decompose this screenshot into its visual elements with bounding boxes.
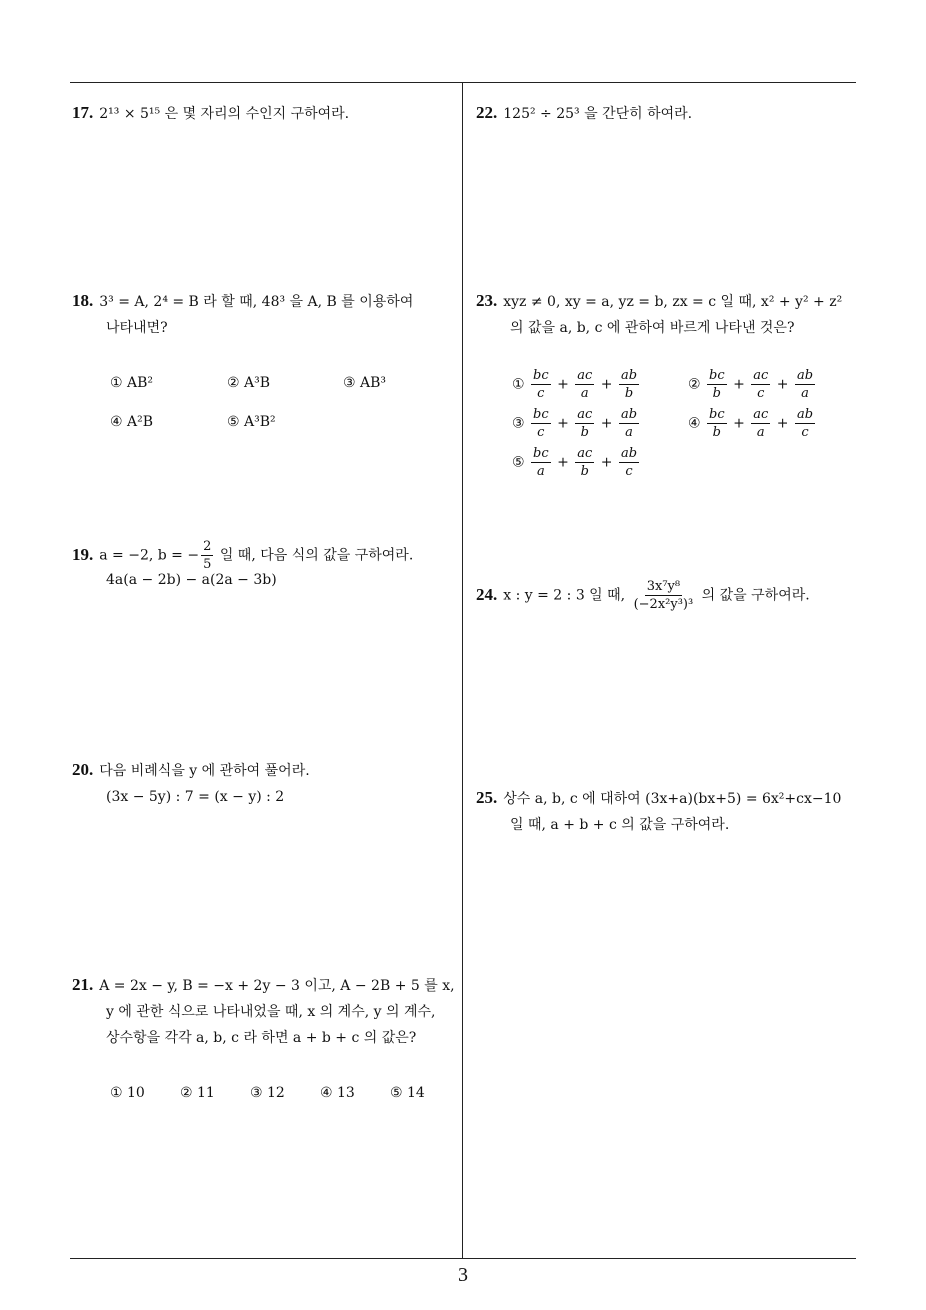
question-number: 21. xyxy=(72,975,94,994)
fraction: $\frac{bc}{a}$ xyxy=(533,446,549,479)
question-21 xyxy=(72,972,455,1051)
choice-2[interactable]: ② A³B xyxy=(227,375,271,391)
question-text-line1: xyz ≠ 0, xy = a, yz = b, zx = c 일 때, x² + y² + z² xyxy=(503,294,843,310)
choice-mark: ⑤ xyxy=(512,454,530,471)
fraction: $\frac{ab}{b}$ xyxy=(620,368,638,401)
column-divider xyxy=(462,82,463,1259)
fraction: $\frac{ac}{a}$ xyxy=(753,407,769,440)
choice-5[interactable]: ⑤ A³B² xyxy=(227,414,276,430)
top-rule xyxy=(70,82,856,83)
question-text-pre: x : y = 2 : 3 일 때, xyxy=(503,587,630,604)
fraction: $\frac{bc}{c}$ xyxy=(533,368,549,401)
choice-mark: ② xyxy=(688,376,706,393)
question-text-line2: 일 때, a + b + c 의 값을 구하여라. xyxy=(510,817,730,833)
choice-mark: ① xyxy=(512,376,530,393)
plus-sign: + xyxy=(596,454,617,471)
expression: 4a(a − 2b) − a(2a − 3b) xyxy=(106,572,277,588)
choice-4[interactable] xyxy=(688,406,817,441)
plus-sign: + xyxy=(596,376,617,393)
choice-2[interactable] xyxy=(688,367,817,402)
question-text-line1: A = 2x − y, B = −x + 2y − 3 이고, A − 2B + 5 를 x, xyxy=(99,978,455,994)
choice-2[interactable]: ② 11 xyxy=(180,1085,215,1101)
question-number: 18. xyxy=(72,291,94,310)
plus-sign: + xyxy=(552,454,574,471)
fraction: $\frac{\text{3x⁷y⁸}}{\text{(−2x²y³)³}}$ xyxy=(633,579,694,612)
plus-sign: + xyxy=(596,415,617,432)
question-text-line2: 나타내면? xyxy=(106,320,168,336)
question-text: 125² ÷ 25³ 을 간단히 하여라. xyxy=(503,106,693,122)
fraction: $\frac{ab}{a}$ xyxy=(796,368,814,401)
choice-mark: ④ xyxy=(688,415,706,432)
question-number: 23. xyxy=(476,291,498,310)
question-number: 25. xyxy=(476,788,498,807)
fraction: $\frac{ab}{c}$ xyxy=(620,446,638,479)
choice-4[interactable]: ④ 13 xyxy=(320,1085,355,1101)
plus-sign: + xyxy=(728,415,750,432)
bottom-rule xyxy=(70,1258,856,1259)
fraction: $\frac{ac}{b}$ xyxy=(577,407,593,440)
question-text-pre: a = −2, b = − xyxy=(99,547,200,564)
choice-mark: ③ xyxy=(512,415,530,432)
choice-3[interactable]: ③ 12 xyxy=(250,1085,285,1101)
question-19 xyxy=(72,538,413,593)
question-number: 19. xyxy=(72,544,94,564)
question-18 xyxy=(72,288,413,341)
question-number: 17. xyxy=(72,103,94,122)
question-22 xyxy=(476,100,692,127)
question-24 xyxy=(476,578,810,613)
choice-3[interactable] xyxy=(512,406,641,441)
page-number: 3 xyxy=(458,1264,468,1286)
question-text: 다음 비례식을 y 에 관하여 풀어라. xyxy=(99,763,310,779)
fraction: $\frac{ac}{c}$ xyxy=(753,368,769,401)
choice-5[interactable] xyxy=(512,445,641,480)
fraction: $\frac{bc}{b}$ xyxy=(709,407,725,440)
fraction: $\frac{ac}{b}$ xyxy=(577,446,593,479)
question-text: 2¹³ × 5¹⁵ 은 몇 자리의 수인지 구하여라. xyxy=(99,106,350,122)
fraction: $\frac{bc}{c}$ xyxy=(533,407,549,440)
question-20 xyxy=(72,757,310,810)
question-number: 22. xyxy=(476,103,498,122)
question-number: 24. xyxy=(476,584,498,604)
question-number: 20. xyxy=(72,760,94,779)
question-text-line1: 3³ = A, 2⁴ = B 라 할 때, 48³ 을 A, B 를 이용하여 xyxy=(99,294,414,310)
fraction: $\frac{2}{5}$ xyxy=(203,539,212,572)
fraction: $\frac{bc}{b}$ xyxy=(709,368,725,401)
plus-sign: + xyxy=(552,376,574,393)
expression: (3x − 5y) : 7 = (x − y) : 2 xyxy=(106,789,285,805)
question-text-line1: 상수 a, b, c 에 대하여 (3x+a)(bx+5) = 6x²+cx−10 xyxy=(503,791,842,807)
question-text-line2: y 에 관한 식으로 나타내었을 때, x 의 계수, y 의 계수, xyxy=(106,1004,436,1020)
question-17 xyxy=(72,100,349,127)
choice-1[interactable]: ① AB² xyxy=(110,375,154,391)
question-23 xyxy=(476,288,842,341)
fraction: $\frac{ab}{c}$ xyxy=(796,407,814,440)
fraction: $\frac{ab}{a}$ xyxy=(620,407,638,440)
plus-sign: + xyxy=(552,415,574,432)
choice-4[interactable]: ④ A²B xyxy=(110,414,154,430)
question-text-post: 일 때, 다음 식의 값을 구하여라. xyxy=(215,547,414,564)
plus-sign: + xyxy=(772,415,793,432)
choice-3[interactable]: ③ AB³ xyxy=(343,375,387,391)
choice-5[interactable]: ⑤ 14 xyxy=(390,1085,425,1101)
plus-sign: + xyxy=(728,376,750,393)
choice-1[interactable]: ① 10 xyxy=(110,1085,145,1101)
question-text-line3: 상수항을 각각 a, b, c 라 하면 a + b + c 의 값은? xyxy=(106,1030,417,1046)
question-text-post: 의 값을 구하여라. xyxy=(697,587,810,604)
fraction: $\frac{ac}{a}$ xyxy=(577,368,593,401)
choice-1[interactable] xyxy=(512,367,641,402)
question-25 xyxy=(476,785,841,838)
plus-sign: + xyxy=(772,376,793,393)
question-text-line2: 의 값을 a, b, c 에 관하여 바르게 나타낸 것은? xyxy=(510,320,795,336)
